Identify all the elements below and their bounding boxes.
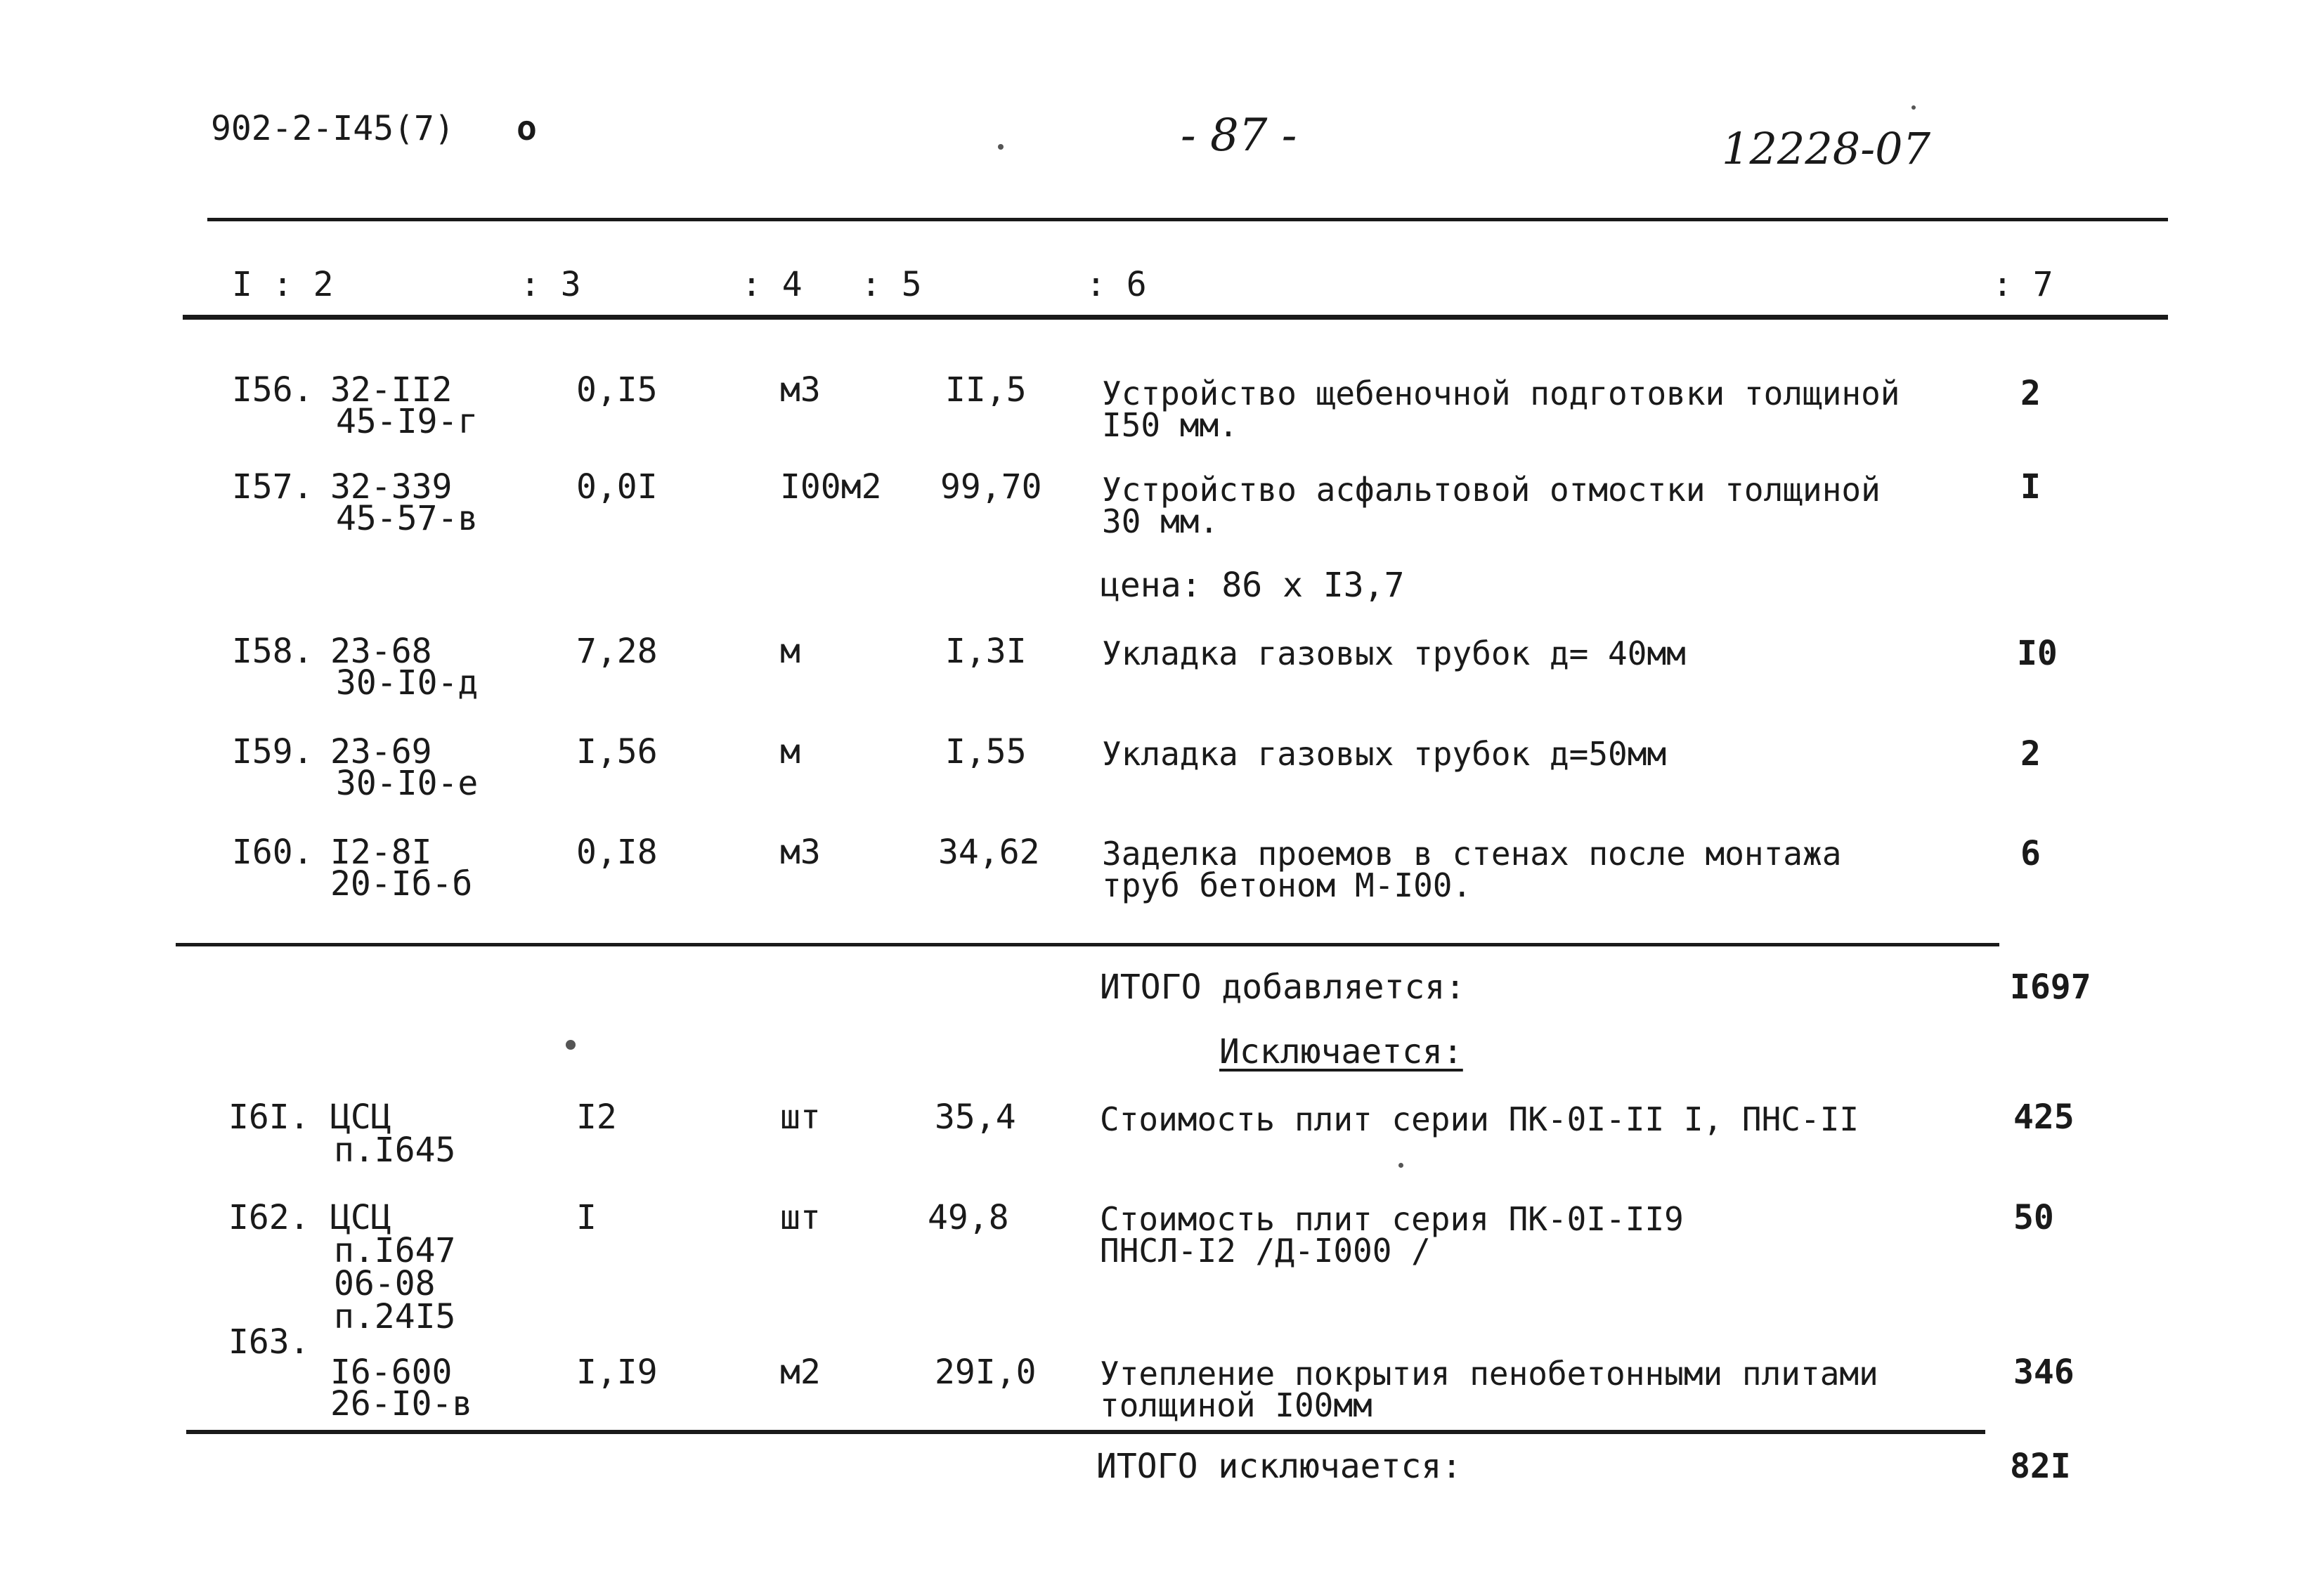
unit-price: 49,8 [928,1198,1009,1237]
row-number: I62. [228,1198,310,1237]
norm-code: 06-08 [334,1264,436,1303]
top-rule [207,218,2168,221]
total: 2 [2020,374,2041,413]
scan-speck [1398,1163,1403,1168]
subtotal-excluded-value: 82I [2010,1447,2071,1486]
document-mark: o [517,109,537,148]
unit-price: 29I,0 [935,1353,1037,1392]
description: Стоимость плит серии ПК-0I-II I, ПНС-II [1100,1100,1859,1138]
row-number: I6I. [228,1098,310,1137]
description: 30 мм. [1102,502,1219,540]
quantity: I,I9 [576,1353,658,1392]
scan-speck [998,144,1004,150]
description: Заделка проемов в стенах после монтажа [1102,835,1842,873]
page-number: - 87 - [1181,110,1297,162]
norm-code: 30-I0-д [336,663,479,703]
row-number: I59. [232,732,313,771]
norm-code: п.24I5 [334,1297,456,1336]
norm-code: 30-I0-е [336,764,479,803]
description: Стоимость плит серия ПК-0I-II9 [1100,1200,1684,1238]
quantity: 0,I8 [576,833,658,872]
unit-price: II,5 [945,370,1027,410]
description: Утепление покрытия пенобетонными плитами [1100,1355,1878,1393]
unit: м [780,732,800,771]
norm-code: 23-68 [330,632,432,671]
unit: м3 [780,370,821,410]
description: I50 мм. [1102,406,1238,444]
subtotal-added-value: I697 [2010,968,2091,1007]
total: 425 [2013,1098,2075,1137]
archive-number: 12228-07 [1722,123,1931,174]
description: ПНСЛ-I2 /Д-I000 / [1100,1232,1431,1270]
excluded-heading: Исключается: [1219,1032,1463,1072]
quantity: 7,28 [576,632,658,671]
total: 2 [2020,734,2041,774]
subtotal-excluded-label: ИТОГО исключается: [1096,1447,1462,1486]
quantity: I2 [576,1098,617,1137]
scan-speck [566,1040,576,1050]
total: 50 [2013,1198,2054,1237]
unit-price: 35,4 [935,1098,1016,1137]
norm-code: 23-69 [330,732,432,771]
document-code: 902-2-I45(7) [211,109,455,148]
row-number: I56. [232,370,313,410]
description: Укладка газовых трубок д=50мм [1102,735,1667,773]
unit-price: I,55 [945,732,1027,771]
column-header-4: : 4 [741,265,803,304]
quantity: 0,I5 [576,370,658,410]
subtotal-added-label: ИТОГО добавляется: [1100,968,1466,1007]
column-header-1-2: I : 2 [232,265,334,304]
column-header-3: : 3 [520,265,581,304]
unit: шт [780,1198,821,1237]
scan-speck [1911,105,1916,110]
description: труб бетоном М-I00. [1102,866,1472,904]
unit-price: I,3I [945,632,1027,671]
unit: I00м2 [780,467,882,507]
unit-price: 34,62 [938,833,1040,872]
norm-code: 32-II2 [330,370,453,410]
total: I [2020,467,2041,507]
column-header-7: : 7 [1992,265,2053,304]
norm-code: ЦСЦ [330,1198,391,1237]
unit: м3 [780,833,821,872]
unit: м2 [780,1353,821,1392]
quantity: 0,0I [576,467,658,507]
column-header-5: : 5 [861,265,922,304]
norm-code: 32-339 [330,467,453,507]
quantity: I,56 [576,732,658,771]
row-number: I58. [232,632,313,671]
row-number: I63. [228,1322,310,1362]
total: I0 [2017,634,2058,673]
row-number: I60. [232,833,313,872]
column-header-6: : 6 [1086,265,1147,304]
norm-code: I2-8I [330,833,432,872]
total: 346 [2013,1353,2075,1392]
price-note: цена: 86 х I3,7 [1100,566,1405,605]
description: толщиной I00мм [1100,1386,1372,1424]
unit-price: 99,70 [940,467,1042,507]
norm-code: ЦСЦ [330,1098,391,1137]
unit: м [780,632,800,671]
header-rule [183,315,2168,320]
norm-code: п.I645 [334,1131,456,1170]
description: Устройство асфальтовой отмостки толщиной [1102,471,1881,509]
description: Укладка газовых трубок д= 40мм [1102,634,1686,672]
norm-code: I6-600 [330,1353,453,1392]
description: Устройство щебеночной подготовки толщиной [1102,375,1900,412]
row-number: I57. [232,467,313,507]
norm-code: п.I647 [334,1231,456,1270]
norm-code: 20-Iб-б [330,864,473,904]
bottom-rule [186,1430,1985,1434]
norm-code: 45-57-в [336,499,479,538]
quantity: I [576,1198,597,1237]
total: 6 [2020,834,2041,873]
norm-code: 45-I9-г [336,402,479,441]
norm-code: 26-I0-в [330,1384,473,1424]
unit: шт [780,1098,821,1137]
section-rule [176,943,1999,946]
